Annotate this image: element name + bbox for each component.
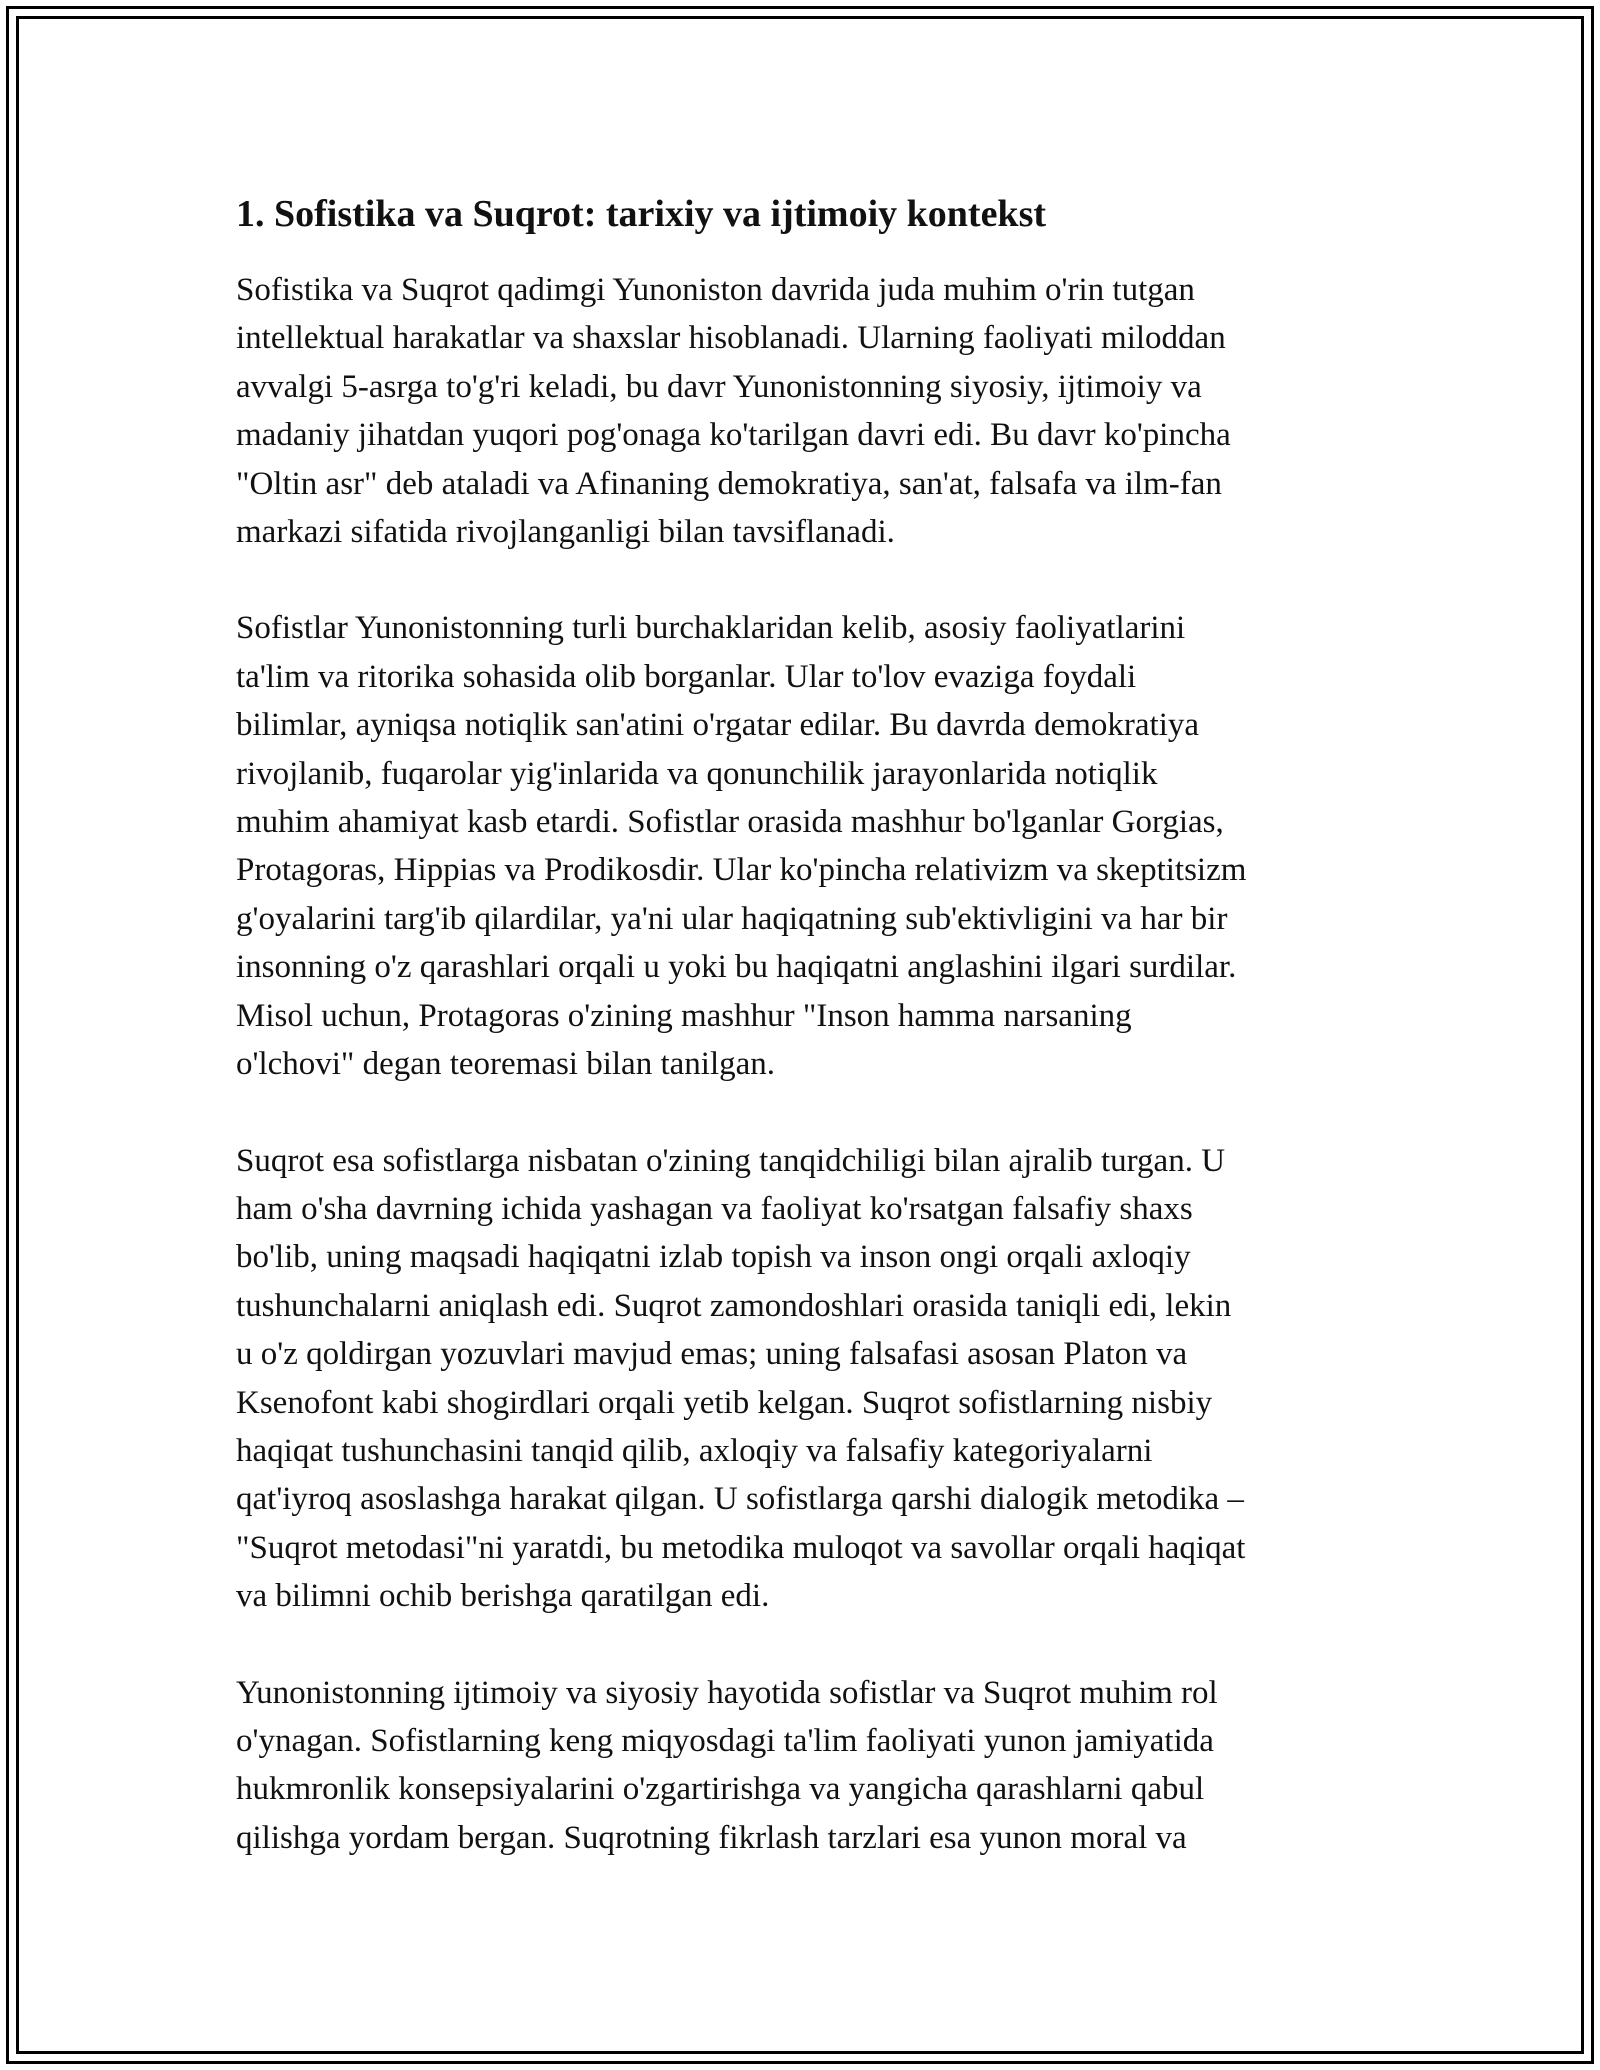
paragraph-line: bilimlar, ayniqsa notiqlik san'atini o'rgatar edilar. Bu davrda demokratiya [236,707,1200,744]
paragraph-line: Yunonistonning ijtimoiy va siyosiy hayotida sofistlar va Suqrot muhim rol [236,1674,1218,1711]
paragraph-line: muhim ahamiyat kasb etardi. Sofistlar orasida mashhur bo'lganlar Gorgias, [236,804,1224,841]
paragraph-line: qat'iyroq asoslashga harakat qilgan. U sofistlarga qarshi dialogik metodika – [236,1481,1244,1518]
paragraph-line: ta'lim va ritorika sohasida olib borganlar. Ular to'lov evaziga foydali [236,658,1137,695]
paragraph-line: o'lchovi" degan teoremasi bilan tanilgan. [236,1046,776,1083]
paragraph-line: rivojlanib, fuqarolar yig'inlarida va qonunchilik jarayonlarida notiqlik [236,755,1158,792]
paragraph-line: Ksenofont kabi shogirdlari orqali yetib kelgan. Suqrot sofistlarning nisbiy [236,1384,1213,1421]
paragraph-line: o'ynagan. Sofistlarning keng miqyosdagi ta'lim faoliyati yunon jamiyatida [236,1722,1214,1759]
section-heading: 1. Sofistika va Suqrot: tarixiy va ijtimoiy kontekst [236,193,1047,235]
paragraph-1 [236,266,1376,556]
paragraph-line: g'oyalarini targ'ib qilardilar, ya'ni ular haqiqatning sub'ektivligini va har bir [236,900,1228,937]
document-body [236,186,1376,1910]
paragraph-line: Suqrot esa sofistlarga nisbatan o'zining tanqidchiligi bilan ajralib turgan. U [236,1142,1226,1179]
paragraph-line: "Oltin asr" deb ataladi va Afinaning demokratiya, san'at, falsafa va ilm-fan [236,465,1222,502]
paragraph-line: bo'lib, uning maqsadi haqiqatni izlab topish va inson ongi orqali axloqiy [236,1239,1191,1276]
paragraph-line: Sofistika va Suqrot qadimgi Yunoniston davrida juda muhim o'rin tutgan [236,272,1195,308]
paragraph-line: ham o'sha davrning ichida yashagan va faoliyat ko'rsatgan falsafiy shaxs [236,1190,1193,1227]
paragraph-2 [236,604,1376,1088]
paragraph-line: Sofistlar Yunonistonning turli burchaklaridan kelib, asosiy faoliyatlarini [236,610,1186,647]
paragraph-line: "Suqrot metodasi"ni yaratdi, bu metodika muloqot va savollar orqali haqiqat [236,1529,1246,1566]
paragraph-line: tushunchalarni aniqlash edi. Suqrot zamondoshlari orasida taniqli edi, lekin [236,1287,1232,1324]
paragraph-line: haqiqat tushunchasini tanqid qilib, axloqiy va falsafiy kategoriyalarni [236,1432,1153,1469]
paragraph-line: avvalgi 5-asrga to'g'ri keladi, bu davr Yunonistonning siyosiy, ijtimoiy va [236,368,1202,405]
paragraph-4 [236,1669,1376,1863]
paragraph-line: Protagoras, Hippias va Prodikosdir. Ular ko'pincha relativizm va skeptitsizm [236,852,1247,889]
paragraph-line: Misol uchun, Protagoras o'zining mashhur "Inson hamma narsaning [236,997,1132,1034]
paragraph-line: madaniy jihatdan yuqori pog'onaga ko'tarilgan davri edi. Bu davr ko'pincha [236,417,1231,454]
paragraph-3 [236,1137,1376,1621]
paragraph-line: insonning o'z qarashlari orqali u yoki bu haqiqatni anglashini ilgari surdilar. [236,949,1237,986]
paragraph-line: va bilimni ochib berishga qaratilgan edi. [236,1578,770,1615]
paragraph-line: intellektual harakatlar va shaxslar hisoblanadi. Ularning faoliyati miloddan [236,320,1226,357]
paragraph-line: hukmronlik konsepsiyalarini o'zgartirishga va yangicha qarashlarni qabul [236,1771,1205,1808]
paragraph-line: u o'z qoldirgan yozuvlari mavjud emas; uning falsafasi asosan Platon va [236,1336,1188,1373]
paragraph-line: qilishga yordam bergan. Suqrotning fikrlash tarzlari esa yunon moral va [236,1819,1187,1856]
paragraph-line: markazi sifatida rivojlanganligi bilan tavsiflanadi. [236,514,895,551]
